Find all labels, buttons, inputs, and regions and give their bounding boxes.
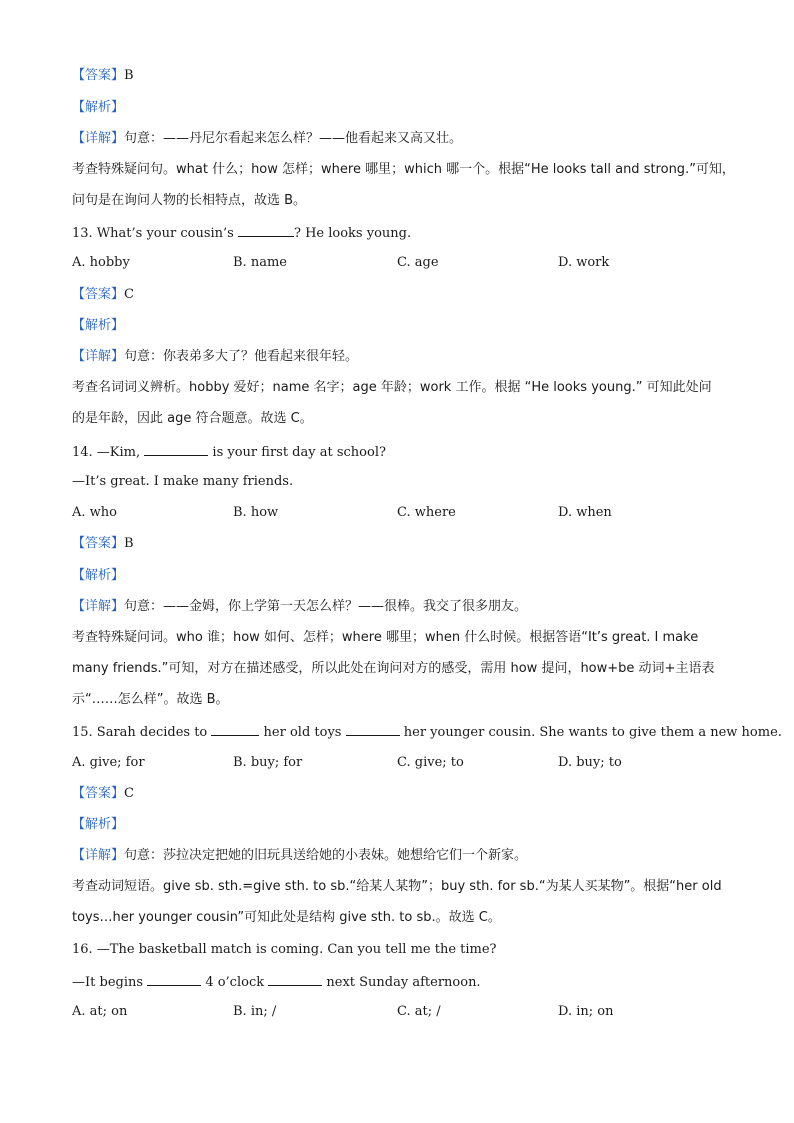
q14-detail: 句意：——金姆，你上学第一天怎么样？——很棒。我交了很多朋友。 <box>124 599 528 614</box>
q15-option-d[interactable]: D. buy; to <box>558 755 622 770</box>
q16-stem-b: 4 o’clock <box>205 975 265 990</box>
q12-answer: B <box>124 68 134 83</box>
q14-stem <box>72 441 732 463</box>
q12-answer-line <box>72 66 732 86</box>
q15-option-a[interactable]: A. give; for <box>72 755 145 770</box>
q13-stem-b: ? He looks young. <box>293 226 412 241</box>
q13-detail: 句意：你表弟多大了？他看起来很年轻。 <box>124 349 359 364</box>
q15-detail: 句意：莎拉决定把她的旧玩具送给她的小表妹。她想给它们一个新家。 <box>124 848 528 863</box>
q15-stem <box>72 721 782 743</box>
q15-detail-line <box>72 846 732 866</box>
q14-option-d[interactable]: D. when <box>558 505 612 520</box>
answer-label: 【答案】 <box>72 287 125 302</box>
q14-option-c[interactable]: C. where <box>397 505 456 520</box>
q13-stem-a: 13. What’s your cousin’s <box>72 226 234 241</box>
q16-blank-2[interactable] <box>268 971 322 986</box>
q14-explain-3: 示“……怎么样”。故选 B。 <box>72 692 229 707</box>
q13-explain-2: 的是年龄，因此 age 符合题意。故选 C。 <box>72 411 313 426</box>
q15-explain-2: toys…her younger cousin”可知此处是结构 give sth. to sb.。故选 C。 <box>72 910 501 925</box>
answer-label: 【答案】 <box>72 536 125 551</box>
q15-option-c[interactable]: C. give; to <box>397 755 464 770</box>
q14-option-a[interactable]: A. who <box>72 505 117 520</box>
q15-stem-c: her younger cousin. She wants to give them a new home. <box>403 725 782 740</box>
q16-stem-a: —It begins <box>72 975 144 990</box>
q14-explain-2: many friends.”可知，对方在描述感受，所以此处在询问对方的感受，需用 how 提问，how+be 动词+主语表 <box>72 661 715 676</box>
q13-option-a[interactable]: A. hobby <box>72 255 130 270</box>
q15-analysis-line <box>72 815 732 835</box>
q14-analysis-line <box>72 566 732 586</box>
q13-blank[interactable] <box>238 222 294 237</box>
q16-option-d[interactable]: D. in; on <box>558 1004 614 1019</box>
detail-label: 【详解】 <box>72 848 125 863</box>
q13-analysis-line <box>72 316 732 336</box>
q12-explain-2: 问句是在询问人物的长相特点，故选 B。 <box>72 193 307 208</box>
q15-stem-a: 15. Sarah decides to <box>72 725 208 740</box>
q15-answer-line <box>72 784 732 804</box>
answer-label: 【答案】 <box>72 68 125 83</box>
analysis-label: 【解析】 <box>72 817 125 832</box>
q13-stem <box>72 222 732 244</box>
detail-label: 【详解】 <box>72 599 125 614</box>
q16-blank-1[interactable] <box>147 971 201 986</box>
q14-blank[interactable] <box>144 441 208 456</box>
analysis-label: 【解析】 <box>72 100 125 115</box>
q12-analysis-line <box>72 98 732 118</box>
q14-answer-line <box>72 534 732 554</box>
q14-explain-1: 考查特殊疑问词。who 谁；how 如何、怎样；where 哪里；when 什么时候。根据答语“It’s great. I make <box>72 630 699 645</box>
detail-label: 【详解】 <box>72 131 125 146</box>
q13-answer: C <box>124 287 134 302</box>
q16-stem-1: 16. —The basketball match is coming. Can you tell me the time? <box>72 942 497 957</box>
q14-detail-line <box>72 597 732 617</box>
q13-answer-line <box>72 285 732 305</box>
detail-label: 【详解】 <box>72 349 125 364</box>
q13-option-d[interactable]: D. work <box>558 255 610 270</box>
q16-stem-2 <box>72 971 732 993</box>
q15-blank-1[interactable] <box>211 721 259 736</box>
analysis-label: 【解析】 <box>72 318 125 333</box>
q12-explain-1: 考查特殊疑问句。what 什么；how 怎样；where 哪里；which 哪一个。根据“He looks tall and strong.”可知， <box>72 162 735 177</box>
q13-detail-line <box>72 347 732 367</box>
q14-stem-a: 14. —Kim, <box>72 445 141 460</box>
q16-option-a[interactable]: A. at; on <box>72 1004 128 1019</box>
q14-stem-b: is your first day at school? <box>212 445 386 460</box>
q15-explain-1: 考查动词短语。give sb. sth.=give sth. to sb.“给某人某物”；buy sth. for sb.“为某人买某物”。根据“her old <box>72 879 722 894</box>
q14-option-b[interactable]: B. how <box>233 505 279 520</box>
q13-option-b[interactable]: B. name <box>233 255 287 270</box>
q14-answer: B <box>124 536 134 551</box>
q12-detail-line <box>72 129 732 149</box>
q15-stem-b: her old toys <box>263 725 342 740</box>
q15-option-b[interactable]: B. buy; for <box>233 755 303 770</box>
q12-detail: 句意：——丹尼尔看起来怎么样？——他看起来又高又壮。 <box>124 131 463 146</box>
answer-label: 【答案】 <box>72 786 125 801</box>
q13-option-c[interactable]: C. age <box>397 255 439 270</box>
q13-explain-1: 考查名词词义辨析。hobby 爱好；name 名字；age 年龄；work 工作。根据 “He looks young.” 可知此处问 <box>72 380 712 395</box>
q16-stem-c: next Sunday afternoon. <box>326 975 481 990</box>
q16-option-c[interactable]: C. at; / <box>397 1004 441 1019</box>
q15-answer: C <box>124 786 134 801</box>
q15-blank-2[interactable] <box>346 721 400 736</box>
analysis-label: 【解析】 <box>72 568 125 583</box>
q14-stem-2: —It’s great. I make many friends. <box>72 474 294 489</box>
q16-option-b[interactable]: B. in; / <box>233 1004 277 1019</box>
